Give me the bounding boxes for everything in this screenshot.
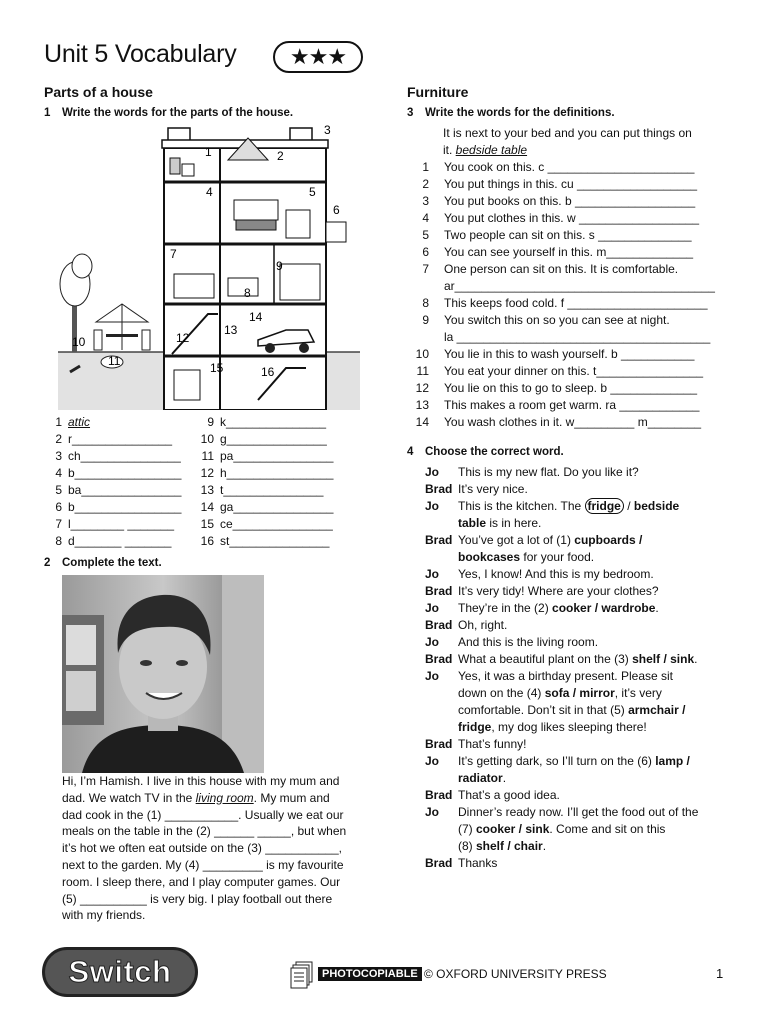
speaker-name: Brad <box>425 482 453 496</box>
house-label: 5 <box>309 185 316 199</box>
house-label: 13 <box>224 323 238 337</box>
definition-item <box>409 397 739 414</box>
text-segment: dad. We watch TV in the <box>62 790 196 805</box>
item-text: You eat your dinner on this. t________________ <box>444 364 704 378</box>
house-label: 16 <box>261 365 275 379</box>
text-line: Hi, I’m Hamish. I live in this house with my mum and <box>62 774 340 788</box>
house-label: 1 <box>205 145 212 159</box>
list-item: 10 g_______________ <box>200 432 327 446</box>
dialogue-line <box>425 617 745 634</box>
speech-text: It’s very tidy! Where are your clothes? <box>458 584 659 598</box>
speech-text: Dinner’s ready now. I’ll get the food out of the <box>458 805 699 819</box>
item-number: 11 <box>416 364 429 378</box>
section-heading-furniture: Furniture <box>407 84 469 100</box>
example-answer: bedside table <box>455 143 528 157</box>
speech-text: bookcases for your food. <box>458 550 595 564</box>
item-text: You cook on this. c ______________________ <box>444 160 695 174</box>
exercise-1-list-right <box>192 414 362 550</box>
text-line: with my friends. <box>62 908 146 923</box>
speech-text: Yes, I know! And this is my bedroom. <box>458 567 654 581</box>
exercise-number: 1 <box>44 107 51 119</box>
dialogue-line <box>425 634 745 651</box>
item-text: You lie on this to go to sleep. b _____________ <box>444 381 698 395</box>
list-item: 12 h________________ <box>200 466 334 480</box>
list-item: 8 d_______ _______ <box>55 534 172 548</box>
house-label: 8 <box>244 286 251 300</box>
speech-text: That’s a good idea. <box>458 788 560 802</box>
item-number: 8 <box>422 296 429 310</box>
exercise-4-instruction <box>407 446 564 458</box>
item-text: la ______________________________________ <box>444 330 711 344</box>
speech-text: down on the (4) sofa / mirror, it’s very <box>458 686 662 700</box>
example-answer: living room <box>195 790 254 805</box>
house-label: 7 <box>170 247 177 261</box>
house-label: 10 <box>72 335 86 349</box>
circled-answer: fridge <box>585 498 624 514</box>
dialogue-line <box>425 515 745 532</box>
text-line: dad. We watch TV in the living room. My mum and <box>62 790 330 805</box>
speech-text: Yes, it was a birthday present. Please sit <box>458 669 674 683</box>
list-item: 15 ce_______________ <box>200 517 333 531</box>
definition-item <box>409 312 739 329</box>
dialogue-line <box>425 838 745 855</box>
item-number: 3 <box>422 194 429 208</box>
definition-item <box>409 261 739 278</box>
definition-item <box>409 278 739 295</box>
speaker-name: Brad <box>425 737 453 751</box>
item-number: 7 <box>422 262 429 276</box>
item-text: You lie in this to wash yourself. b ___________ <box>444 347 695 361</box>
speaker-name: Jo <box>425 669 440 683</box>
item-number: 14 <box>415 415 429 429</box>
text-line: next to the garden. My (4) _________ is my favourite <box>62 857 344 872</box>
item-text: This keeps food cold. f _____________________ <box>444 296 708 310</box>
house-label: 3 <box>324 124 331 137</box>
speaker-name: Jo <box>425 601 440 615</box>
dialogue-line <box>425 753 745 770</box>
speaker-name: Jo <box>425 499 440 513</box>
list-item: 4 b________________ <box>55 466 182 480</box>
page-title: Unit 5 Vocabulary <box>44 40 237 68</box>
item-number: 10 <box>415 347 429 361</box>
page-number: 1 <box>716 966 724 981</box>
dialogue-line <box>425 736 745 753</box>
exercise-number: 2 <box>44 557 51 569</box>
definition-item <box>409 176 739 193</box>
instruction-text: Complete the text. <box>62 557 162 569</box>
speech-text: Thanks <box>458 856 498 870</box>
list-item: 5 ba_______________ <box>55 483 182 497</box>
dialogue-line <box>425 855 745 872</box>
house-label: 14 <box>249 310 263 324</box>
definition-item <box>409 210 739 227</box>
list-item: 16 st_______________ <box>200 534 330 548</box>
dialogue-line <box>425 651 745 668</box>
item-number: 4 <box>422 211 429 225</box>
example-line: it. bedside table <box>443 143 528 157</box>
definition-item <box>409 244 739 261</box>
definition-item <box>409 346 739 363</box>
speaker-name: Brad <box>425 856 453 870</box>
example-answer: attic <box>68 415 91 429</box>
item-number: 9 <box>422 313 429 327</box>
exercise-number: 4 <box>407 446 414 458</box>
dialogue-line <box>425 583 745 600</box>
exercise-2-text <box>62 773 372 924</box>
exercise-3-list <box>409 159 739 431</box>
item-text: You wash clothes in it. w_________ m________ <box>444 415 702 429</box>
speech-text: fridge, my dog likes sleeping there! <box>458 720 647 734</box>
speaker-name: Brad <box>425 652 453 666</box>
example-line: It is next to your bed and you can put things on <box>443 126 692 140</box>
instruction-text: Write the words for the parts of the house. <box>62 107 294 119</box>
dialogue-line <box>425 787 745 804</box>
house-label: 4 <box>206 185 213 199</box>
speech-text: comfortable. Don’t sit in that (5) armchair / <box>458 703 686 717</box>
publisher-credit: © OXFORD UNIVERSITY PRESS <box>424 967 607 981</box>
speaker-name: Brad <box>425 788 453 802</box>
exercise-2-instruction <box>44 557 162 569</box>
definition-item <box>409 295 739 312</box>
item-text: You can see yourself in this. m_____________ <box>444 245 694 259</box>
list-item: 6 b________________ <box>55 500 182 514</box>
exercise-1-instruction <box>44 107 293 119</box>
list-item: 1 attic <box>55 415 91 429</box>
dialogue-line <box>425 464 745 481</box>
house-label: 15 <box>210 361 224 375</box>
speech-text: table is in here. <box>458 516 542 530</box>
instruction-text: Write the words for the definitions. <box>425 107 615 119</box>
item-text: ar_______________________________________ <box>444 279 715 293</box>
exercise-number: 3 <box>407 107 414 119</box>
speech-text: (7) cooker / sink. Come and sit on this <box>458 822 666 836</box>
list-item: 2 r_______________ <box>55 432 173 446</box>
list-item: 11 pa_______________ <box>201 449 334 463</box>
item-text: You put clothes in this. w __________________ <box>444 211 700 225</box>
item-text: Two people can sit on this. s ______________ <box>444 228 692 242</box>
definition-item <box>409 363 739 380</box>
dialogue-line <box>425 566 745 583</box>
speech-text: radiator. <box>458 771 507 785</box>
house-label: 6 <box>333 203 340 217</box>
house-illustration <box>58 124 360 410</box>
exercise-3-example <box>443 125 692 159</box>
difficulty-stars: ★★★ <box>273 41 363 73</box>
item-number: 1 <box>422 160 429 174</box>
speech-text: What a beautiful plant on the (3) shelf / sink. <box>458 652 698 666</box>
list-item: 9 k_______________ <box>207 415 327 429</box>
dialogue <box>425 464 745 884</box>
speaker-name: Jo <box>425 805 440 819</box>
definition-item <box>409 329 739 346</box>
dialogue-line <box>425 668 745 685</box>
speech-text: That’s funny! <box>458 737 527 751</box>
text-line: (5) __________ is very big. I play football out there <box>62 891 333 906</box>
section-heading-parts-of-house: Parts of a house <box>44 84 153 100</box>
item-number: 2 <box>422 177 429 191</box>
item-text: This makes a room get warm. ra ____________ <box>444 398 700 412</box>
list-item: 3 ch_______________ <box>55 449 181 463</box>
definition-item <box>409 159 739 176</box>
speech-text: It’s getting dark, so I’ll turn on the (6) lamp / <box>458 754 690 768</box>
item-number: 5 <box>422 228 429 242</box>
definition-item <box>409 193 739 210</box>
item-text: One person can sit on this. It is comfortable. <box>444 262 679 276</box>
dialogue-line <box>425 804 745 821</box>
house-label: 9 <box>276 259 283 273</box>
photocopy-icon <box>290 961 314 989</box>
exercise-3-instruction <box>407 107 615 119</box>
text-line: it’s hot we often eat outside on the (3) ___________, <box>62 841 342 856</box>
definition-item <box>409 227 739 244</box>
instruction-text: Choose the correct word. <box>425 446 564 458</box>
speech-text: And this is the living room. <box>458 635 599 649</box>
speaker-name: Jo <box>425 635 440 649</box>
item-number: 6 <box>422 245 429 259</box>
list-item: 7 l________ _______ <box>55 517 175 531</box>
photocopiable-label: PHOTOCOPIABLE <box>318 967 422 981</box>
speech-text: You’ve got a lot of (1) cupboards / <box>458 533 643 547</box>
speaker-name: Jo <box>425 567 440 581</box>
definition-item <box>409 414 739 431</box>
speaker-name: Jo <box>425 465 440 479</box>
dialogue-line <box>425 702 745 719</box>
list-item: 13 t_______________ <box>200 483 324 497</box>
house-label: 12 <box>176 331 190 345</box>
item-text: You put books on this. b __________________ <box>444 194 696 208</box>
item-number: 12 <box>415 381 429 395</box>
text-line: dad cook in the (1) ___________. Usually we eat our <box>62 807 344 822</box>
speech-text: This is my new flat. Do you like it? <box>458 465 639 479</box>
dialogue-line <box>425 685 745 702</box>
speech-text: This is the kitchen. The fridge / bedside <box>458 499 680 513</box>
dialogue-line <box>425 719 745 736</box>
speech-text: They’re in the (2) cooker / wardrobe. <box>458 601 659 615</box>
house-label: 11 <box>108 354 121 368</box>
item-number: 13 <box>415 398 429 412</box>
dialogue-line <box>425 532 745 549</box>
speaker-name: Brad <box>425 618 453 632</box>
item-text: You switch this on so you can see at night. <box>444 313 670 327</box>
text-line: meals on the table in the (2) ______ _____, but when <box>62 824 347 839</box>
dialogue-line <box>425 549 745 566</box>
photo-of-boy <box>62 575 264 773</box>
dialogue-line <box>425 821 745 838</box>
dialogue-line <box>425 498 745 515</box>
speaker-name: Jo <box>425 754 440 768</box>
dialogue-line <box>425 481 745 498</box>
speech-text: Oh, right. <box>458 618 508 632</box>
list-item: 14 ga_______________ <box>200 500 334 514</box>
speaker-name: Brad <box>425 533 453 547</box>
speaker-name: Brad <box>425 584 453 598</box>
speech-text: (8) shelf / chair. <box>458 839 547 853</box>
exercise-1-list-left <box>40 414 200 550</box>
definition-item <box>409 380 739 397</box>
switch-logo: Switch <box>42 947 198 997</box>
speech-text: It’s very nice. <box>458 482 528 496</box>
text-line: room. I sleep there, and I play computer games. Our <box>62 874 341 889</box>
item-text: You put things in this. cu __________________ <box>444 177 698 191</box>
dialogue-line <box>425 770 745 787</box>
dialogue-line <box>425 600 745 617</box>
house-label: 2 <box>277 149 284 163</box>
